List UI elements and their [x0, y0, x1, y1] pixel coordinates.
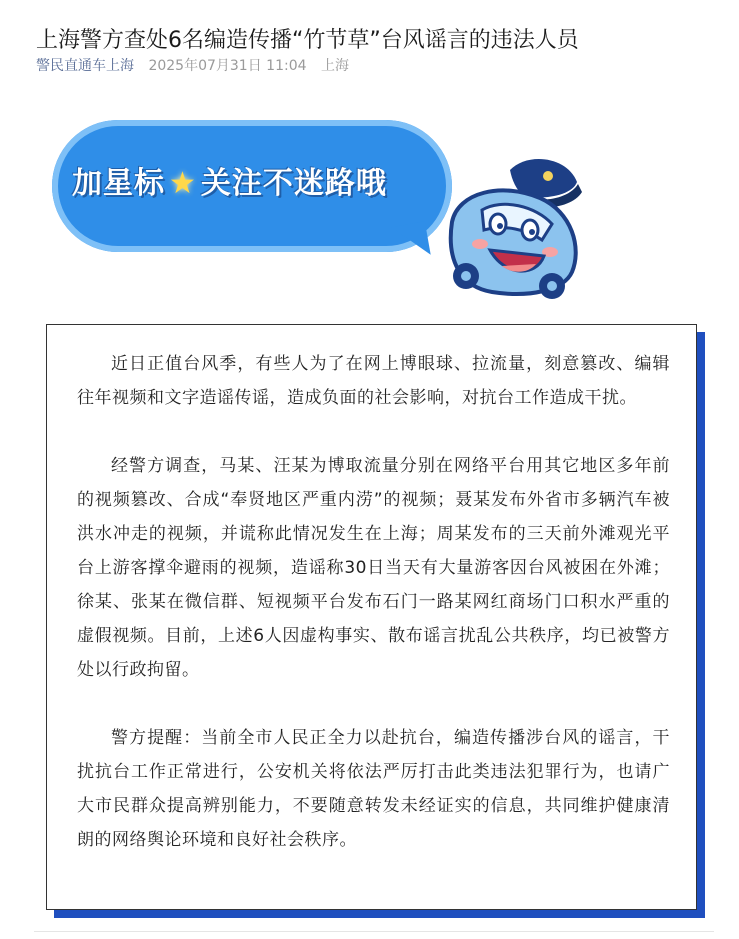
- police-car-mascot-icon: [432, 152, 592, 302]
- article-title: 上海警方查处6名编造传播“竹节草”台风谣言的违法人员: [36, 27, 579, 53]
- star-icon: ★: [169, 166, 197, 201]
- speech-bubble-tail: [391, 221, 430, 260]
- article-meta: [36, 56, 349, 76]
- follow-banner: [34, 112, 594, 302]
- banner-text-left: 加星标: [72, 166, 165, 201]
- paragraph-2: 经警方调查，马某、汪某为博取流量分别在网络平台用其它地区多年前的视频篡改、合成“奉贤地区严重内涝”的视频；聂某发布外省市多辆汽车被洪水冲走的视频，并谎称此情况发生在上海；周某发布的三天前外滩观光平台上游客撑伞避雨的视频，造谣称30日当天有大量游客因台风被困在外滩；徐某、张某在微信群、短视频平台发布石门一路某网红商场门口积水严重的虚假视频。目前，上述6人因虚构事实、散布谣言扰乱公共秩序，均已被警方处以行政拘留。: [77, 456, 670, 680]
- banner-text-right: 关注不迷路哦: [200, 166, 387, 201]
- bottom-divider: [34, 931, 714, 932]
- account-name-link[interactable]: 警民直通车上海: [36, 58, 134, 74]
- publish-date: 2025年07月31日 11:04: [148, 58, 307, 74]
- paragraph-3: 警方提醒：当前全市人民正全力以赴抗台，编造传播涉台风的谣言，干扰抗台工作正常进行，公安机关将依法严厉打击此类违法犯罪行为，也请广大市民群众提高辨别能力，不要随意转发未经证实的信息，共同维护健康清朗的网络舆论环境和良好社会秩序。: [77, 728, 670, 850]
- paragraph-1: 近日正值台风季，有些人为了在网上博眼球、拉流量，刻意篡改、编辑往年视频和文字造谣传谣，造成负面的社会影响，对抗台工作造成干扰。: [77, 354, 670, 408]
- article-body-box: [46, 324, 697, 910]
- publish-location: 上海: [320, 58, 349, 74]
- banner-text: [72, 158, 387, 202]
